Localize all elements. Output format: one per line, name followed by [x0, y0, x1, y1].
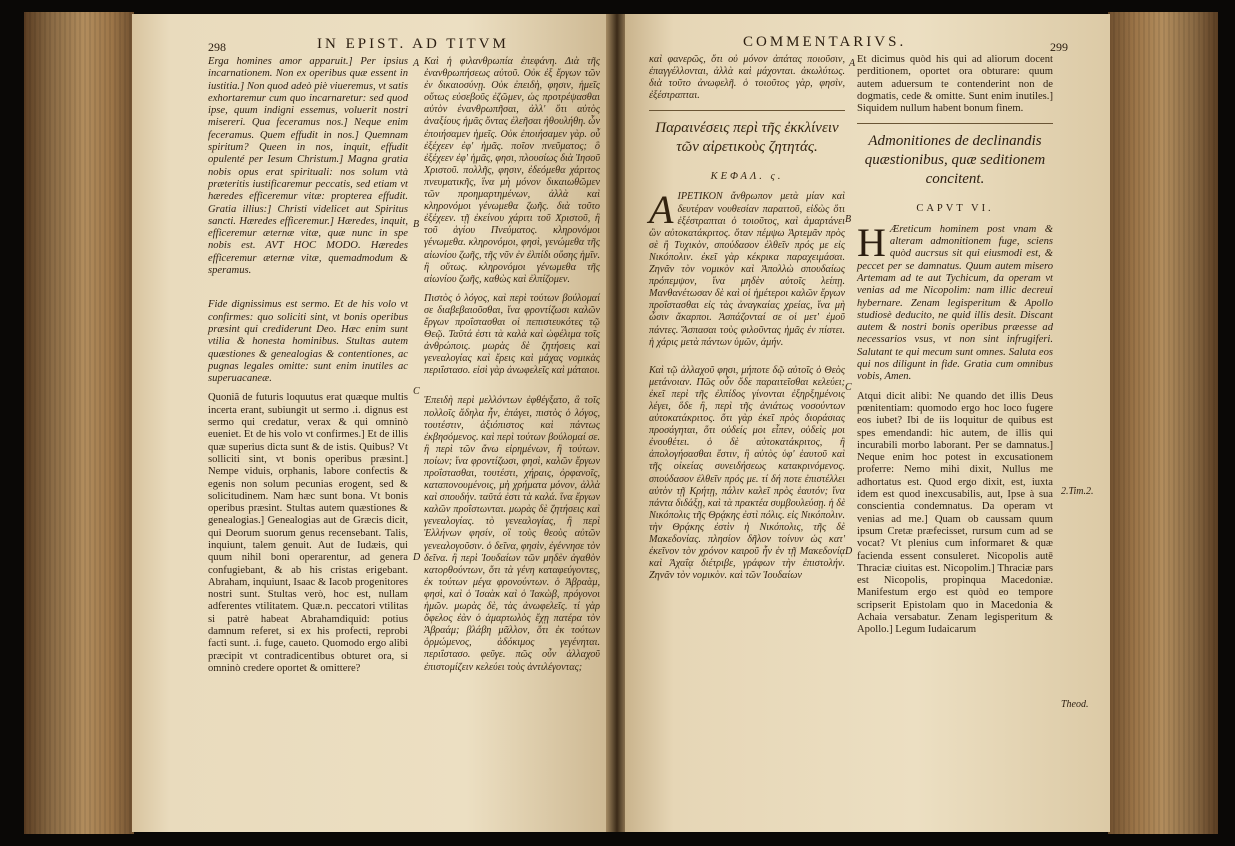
- margin-letter-a: A: [413, 58, 420, 69]
- latin-scripture-text: Fide dignissimus est sermo. Et de his volo vt confirmes: quo soliciti sint, vt bonis operibus præsint qui crediderunt Deo. Hæc enim sunt vtilia & honesta hominibus. Stultas autem quæstiones & genealogias & contentiones, ac pugnas legales omitte: sunt enim inutiles ac superuacaneæ.: [208, 299, 408, 385]
- margin-letter-c: C: [413, 386, 420, 397]
- latin-paragraph: Quoniã de futuris loquutus erat quæque multis incerta erant, subiungit ut sermo .i. dignus est sermo qui credatur, verax & qui omninò eueniet. Et de his volo vt confirmes.] Et de illis quæ superius dicta sunt & de istis. Quibus? Vt solliciti sint, vt bonis operibus præsint.] Nempe viduis, orphanis, labore confectis & egenis non solum pecunias erogent, sed & solicitudinem. Nam hæc sunt bona. Vt bonis operibus præsint. Stultas autem quæstiones & genealogias.] Genealogias aut de Græcis dicit, qui Deorum suorum genus recensebant. Talis, inquiunt, talem genuit. Aut de Iudæis, qui quum nihil boni operarentur, ad genera confugiebant, & ab his cristas erigebant. Abraham, inquiunt, Isaac & Iacob progenitores nostri sunt. Stultas verò, hoc est, nullam adferentes vtilitatem. Quæ.n. peccatori vtilitas si patrè habeat Abrahamdiquid: potius damnum referet, si ex his profecti, reprobi facti sunt. .i. fuge, caueto. Quomodo ergo alibi præcipit vt contradicentibus obturet ora, si omninò credere oportet & omittere?: [208, 392, 408, 674]
- latin-column-right: [857, 54, 1053, 644]
- greek-drop-cap: Α: [649, 187, 674, 233]
- latin-drop-cap: H: [857, 219, 886, 265]
- section-rule: [649, 110, 845, 111]
- margin-note-source: Theod.: [1061, 699, 1089, 710]
- margin-letter-b: B: [413, 219, 420, 230]
- greek-column-left: [424, 56, 600, 681]
- greek-chapter-label: ΚΕΦΑΛ. ς.: [710, 171, 784, 183]
- latin-column-left: [208, 56, 408, 682]
- margin-letter-c-right: C: [845, 382, 852, 393]
- margin-letter-d: D: [413, 552, 421, 563]
- margin-letter-b-right: B: [845, 214, 852, 225]
- greek-column-right: [649, 54, 845, 589]
- running-head-right: COMMENTARIVS.: [743, 34, 907, 50]
- latin-scripture-text: Æreticum hominem post vnam & alteram admonitionem fuge, sciens quòd aucrsus sit qui eiusmodi est, & peccet per se damnatus. Quum autem misero Artemam ad te aut Tychicum, da operam vt venias ad me Nicopolim: nam illic decreui hybernare. Zenam legisperitum & Apollo studiosè deducito, ne quid illis desit. Discant autem & nostri bonis operibus præesse ad necessarios vsus, vt non sint infrugiferi. Salutant te qui mecum sunt omnes. Saluta eos qui nos diligunt in fide. Gratia cum omnibus vobis, Amen.: [857, 223, 1053, 383]
- greek-paragraph: Καὶ τῷ ἀλλαχοῦ φησι, μήποτε δῷ αὐτοῖς ὁ Θεὸς μετάνοιαν. Πῶς οὖν ὅδε παραιτεῖσθαι κελεύει; ἐκεῖ περὶ τῆς ἐλπίδος γίνονται ἐξηρξημένοις λέγει, ὅδε ἢ, περὶ τῆς ἀνιάτως νοσούντων αὐτοκατάκριτος. ὅτι γὰρ ἐκεῖ πρὸς διοράσιας προσάγηται, ὅτι οὐδείς μοι εἶπεν, οὐδεὶς μοι ἐνουθέτει. ὁ δὲ αὐτοκατάκριτος, ἢ ἀπολογήσασθαι ἔστιν, ἢ αὐτὸς ὑφ' ἑαυτοῦ καὶ τῆς οἰκείας συνειδήσεως κατακρινόμενος. σπούδασον ἐλθεῖν πρός με. τί δή ποτε ἐπιστέλλει αὐτὸν τῇ Κρήτῃ, πάλιν καλεῖ πρὸς ἑαυτόν; ἵνα πάντα διδάξῃ, καὶ τὰ πρακτέα συμβουλεύσῃ. ἡ δὲ Νικόπολις τῆς Θρᾴκης ἐστὶ πόλις. εἰς Νικόπολιν. τὴν Θρᾴκης ἐστὶν ἡ Νικόπολις, τῆς δὲ Μακεδονίας. πλησίον δῆλον τοίνυν ὡς κατ' ἐκεῖνον τὸν χρόνον καιροῦ ἦν ἐν τῇ Μακεδονίᾳ καὶ Ἀχαΐᾳ διέτριβε, γράφων τὴν ἐπιστολήν. Ζηνᾶν τὸν νομικὸν. καὶ τῶν Ἰουδαίων: [649, 364, 845, 582]
- right-page: [625, 14, 1110, 832]
- greek-paragraph: Ἐπειδὴ περὶ μελλόντων ἐφθέγξατο, ἃ τοῖς πολλοῖς ἄδηλα ἦν, ἐπάγει, πιστὸς ὁ λόγος, τουτέστιν, ἀξιόπιστος καὶ πάντως ἐκβησόμενος. καὶ περὶ τούτων βούλομαί σε. ἢ περὶ τῶν ἄνω εἰρημένων, ἢ τούτων. ποίων; ἵνα φροντίζωσι, φησὶ, καλῶν ἔργων προΐστασθαι, τουτέστι, χήραις, ὀρφανοῖς, καταπονουμένοις, μὴ χρήματα μόνον, ἀλλὰ καὶ σπουδήν. ταῦτά ἐστι τὰ καλά. ἵνα ἔργων καλῶν προΐστωνται. μωρὰς δὲ ζητήσεις καὶ γενεαλογίας. τὸ γενεαλογίας, ἢ περὶ Ἑλλήνων φησίν, οἳ τοὺς θεοὺς αὐτῶν γενεαλογοῦσιν. ὁ δεῖνα, φησὶν, ἐγέννησε τὸν δεῖνα. ἢ περὶ Ἰουδαίων τῶν μηδὲν ἀγαθὸν κατορθούντων, ὅτι τὰ γένη καταφεύγοντες, ἐκ τούτων μέγα φρονούντων. ὁ Ἀβραὰμ, φησὶ, καὶ ὁ Ἰσαὰκ καὶ ὁ Ἰακὼβ, πρόγονοι ἡμῶν. μωρὰς δὲ, τὰς ἀνωφελεῖς. τί γὰρ ὄφελος ἐὰν ὁ ἁμαρτωλὸς ἔχῃ πατέρα τὸν Ἀβραάμ; βλάβη μᾶλλον, ὅτι ἐκ τούτων ὁρμώμενος, ἀδόκιμος γεγένηται. περιΐστασο. φεῦγε. πῶς οὖν ἀλλαχοῦ ἐπιστομίζειν κελεύει τοὺς ἀντιλέγοντας;: [424, 395, 601, 673]
- latin-chapter-label: CAPVT VI.: [916, 203, 994, 215]
- margin-note-reference: 2.Tim.2.: [1061, 486, 1094, 497]
- greek-scripture-text: Πιστὸς ὁ λόγος, καὶ περὶ τούτων βούλομαί σε διαβεβαιοῦσθαι, ἵνα φροντίζωσι καλῶν ἔργων προΐστασθαι οἱ πεπιστευκότες τῷ Θεῷ. Ταῦτά ἐστι τὰ καλὰ καὶ ὠφέλιμα τοῖς ἀνθρώποις. μωρὰς δὲ ζητήσεις καὶ γενεαλογίας καὶ ἔρεις καὶ μάχας νομικὰς περιΐστασο. εἰσὶ γὰρ ἀνωφελεῖς καὶ μάταιοι.: [424, 292, 600, 377]
- page-number-right: 299: [1050, 40, 1068, 54]
- section-rule: [857, 123, 1053, 124]
- left-page: [132, 14, 610, 832]
- margin-letter-a-right: A: [849, 58, 856, 69]
- book-edge-left: [24, 12, 134, 834]
- latin-section-title: Admonitiones de declinandis quæstionibus, quæ seditionem concitent.: [864, 133, 1046, 188]
- margin-letter-d-right: D: [845, 546, 853, 557]
- latin-paragraph: Erga homines amor apparuit.] Per ipsius incarnationem. Non ex operibus quæ essent in iustitia.] Non quod adeò piè viueremus, vt satis exhortaremur cum quo incarnaretur: sed quod ipse, quum indigni essemus, voluerit nostri misereri. Qua feceramus nos.] Neque enim feceramus. Quem effudit in nos.] Quemnam spiritum? Queen in nos, inquit, effudit opulenté per Iesum Christum.] Magna gratia nobis opus erat spirituali: nos solum vtà præteritis iustificaremur peccatis, sed etiam vt hæredes efficeremur vitæ: propterea effudit. Gratia illius:] Christi videlicet aut Spiritus sancti. Hæredes efficeremur.] Hæredes, inquit, efficeremur æternæ vitæ, quæ nunc in spe nobis est. AVT HOC MODO. Hæredes efficeremur æternæ vitæ, quemadmodum & speramus.: [208, 56, 408, 277]
- latin-paragraph: Atqui dicit alibi: Ne quando det illis Deus pœnitentiam: quomodo ergo hoc loco fugere eos iubet? Ibi de iis loquitur de quibus est spes emendandi: hic autem, de illis qui incurabili morbo laborant. Per se damnatus.] Neque enim hoc potest in excusationem proferre: Nemo mihi dixit, Nullus me adhortatus est. Quod ergo dixit, est, iuxta idem est quod inexcusabilis, aut, Ipse à sua conscientia condemnatus. Da operam vt venias ad me.] Quam ob caussam quum ipsum Cretæ præfecisset, rursum cum ad se vocat? Vt plenius cum informaret & quæ facienda essent consuleret. Nicopolis autē Thraciæ ciuitas est. Nicopolim.] Thraciæ pars est Nicopolis, propinqua Macedoniæ. Manifestum ergo est quòd eo tempore scripserit Epistolam quo in Macedonia & Achaia versabatur. Zenam legisperitum & Apollo.] Legum Iudaicarum: [857, 390, 1053, 636]
- greek-scripture-text: ΙΡΕΤΙΚΟΝ ἄνθρωπον μετὰ μίαν καὶ δευτέραν νουθεσίαν παραιτοῦ, εἰδὼς ὅτι ἐξέστραπται ὁ τοιοῦτος, καὶ ἁμαρτάνει ὢν αὐτοκατάκριτος. ὅταν πέμψω Ἀρτεμᾶν πρὸς σὲ ἢ Τυχικὸν, σπούδασον ἐλθεῖν πρός με εἰς Νικόπολιν. ἐκεῖ γὰρ κέκρικα παραχειμάσαι. Ζηνᾶν τὸν νομικὸν καὶ Ἀπολλὼ σπουδαίως πρόπεμψον, ἵνα μηδὲν αὐτοῖς λείπῃ. Μανθανέτωσαν δὲ καὶ οἱ ἡμέτεροι καλῶν ἔργων προΐστασθαι εἰς τὰς ἀναγκαίας χρείας, ἵνα μὴ ὦσιν ἄκαρποι. Ἀσπάζονταί σε οἱ μετ' ἐμοῦ πάντες. Ἄσπασαι τοὺς φιλοῦντας ἡμᾶς ἐν πίστει. ἡ χάρις μετὰ πάντων ὑμῶν, ἀμήν.: [649, 191, 845, 348]
- page-number-left: 298: [208, 40, 226, 54]
- greek-paragraph: καὶ φανερῶς, ὅτι οὐ μόνον ἀπάτας ποιοῦσιν, ἐπαγγέλλονται, ἀλλὰ καὶ μάχονται. ἀκωλύτως. διὰ τοῦτο ἀνωφελῆ. ὁ τοιοῦτος γὰρ, φησὶν, ἐξέστραπται.: [649, 54, 845, 102]
- greek-section-title: Παραινέσεις περὶ τῆς ἐκκλίνειν τῶν αἱρετικοὺς ζητητάς.: [655, 120, 839, 156]
- running-head-left: IN EPIST. AD TITVM: [317, 36, 509, 52]
- greek-paragraph: Καὶ ἡ φιλανθρωπία ἐπεφάνη. Διὰ τῆς ἐνανθρωπήσεως αὐτοῦ. Οὐκ ἐξ ἔργων τῶν ἐν δικαιοσύνῃ. Οὐκ ἐπειδὴ, φησιν, ἡμεῖς οὕτως εὐσεβοῦς ἐζῶμεν, ὡς προτρέψασθαι αὐτὸν ἐνανθρωπῆσαι, ἀλλ' ὅτι αὐτὸς ἀναξίους ἡμᾶς ὄντας ἐλεῆσαι ἠθουλήθη. ὧν ἐποιήσαμεν ἡμεῖς. Οὐκ ἐποιήσαμεν γὰρ. οὗ ἐξέχεεν ἐφ' ἡμᾶς. ποῖον πνεῦματος; ὃ ἐξέχεεν ἐφ' ἡμᾶς, φησι, πλουσίως διὰ Ἰησοῦ Χριστοῦ. πολλῆς, φησιν, ἐδεόμεθα χάριτος πνευματικῆς, ἵνα μὴ μόνον δικαιωθῶμεν τῶν προημαρτημένων, ἀλλὰ καὶ κληρονόμοι γένωμεθα ζωῆς. διὰ τοῦτο ἐξέχεεν. τῇ ἐκείνου χάριτι τοῦ Χριστοῦ, ἢ τοῦ ἁγίου Πνεύματος. κληρονόμοι γένωμεθα. κληρονόμοι, φησὶ, γενώμεθα τῆς αἰωνίου ζωῆς, τῆς νῦν ἐν ἐλπίδι οὔσης ἡμῖν. ἢ οὕτως. κληρονόμοι γένωμεθα τῆς αἰωνίου ζωῆς, καθὼς καὶ ἐλπίζομεν.: [424, 56, 600, 285]
- book-edge-right: [1108, 12, 1218, 834]
- latin-paragraph: Et dicimus quòd his qui ad aliorum docent perditionem, oportet ora obturare: quum autem aduersum te contenderint non de dogmatis, cede & omitte. Sunt enim inutiles.] Siquidem nullum habent bonum finem.: [857, 54, 1053, 115]
